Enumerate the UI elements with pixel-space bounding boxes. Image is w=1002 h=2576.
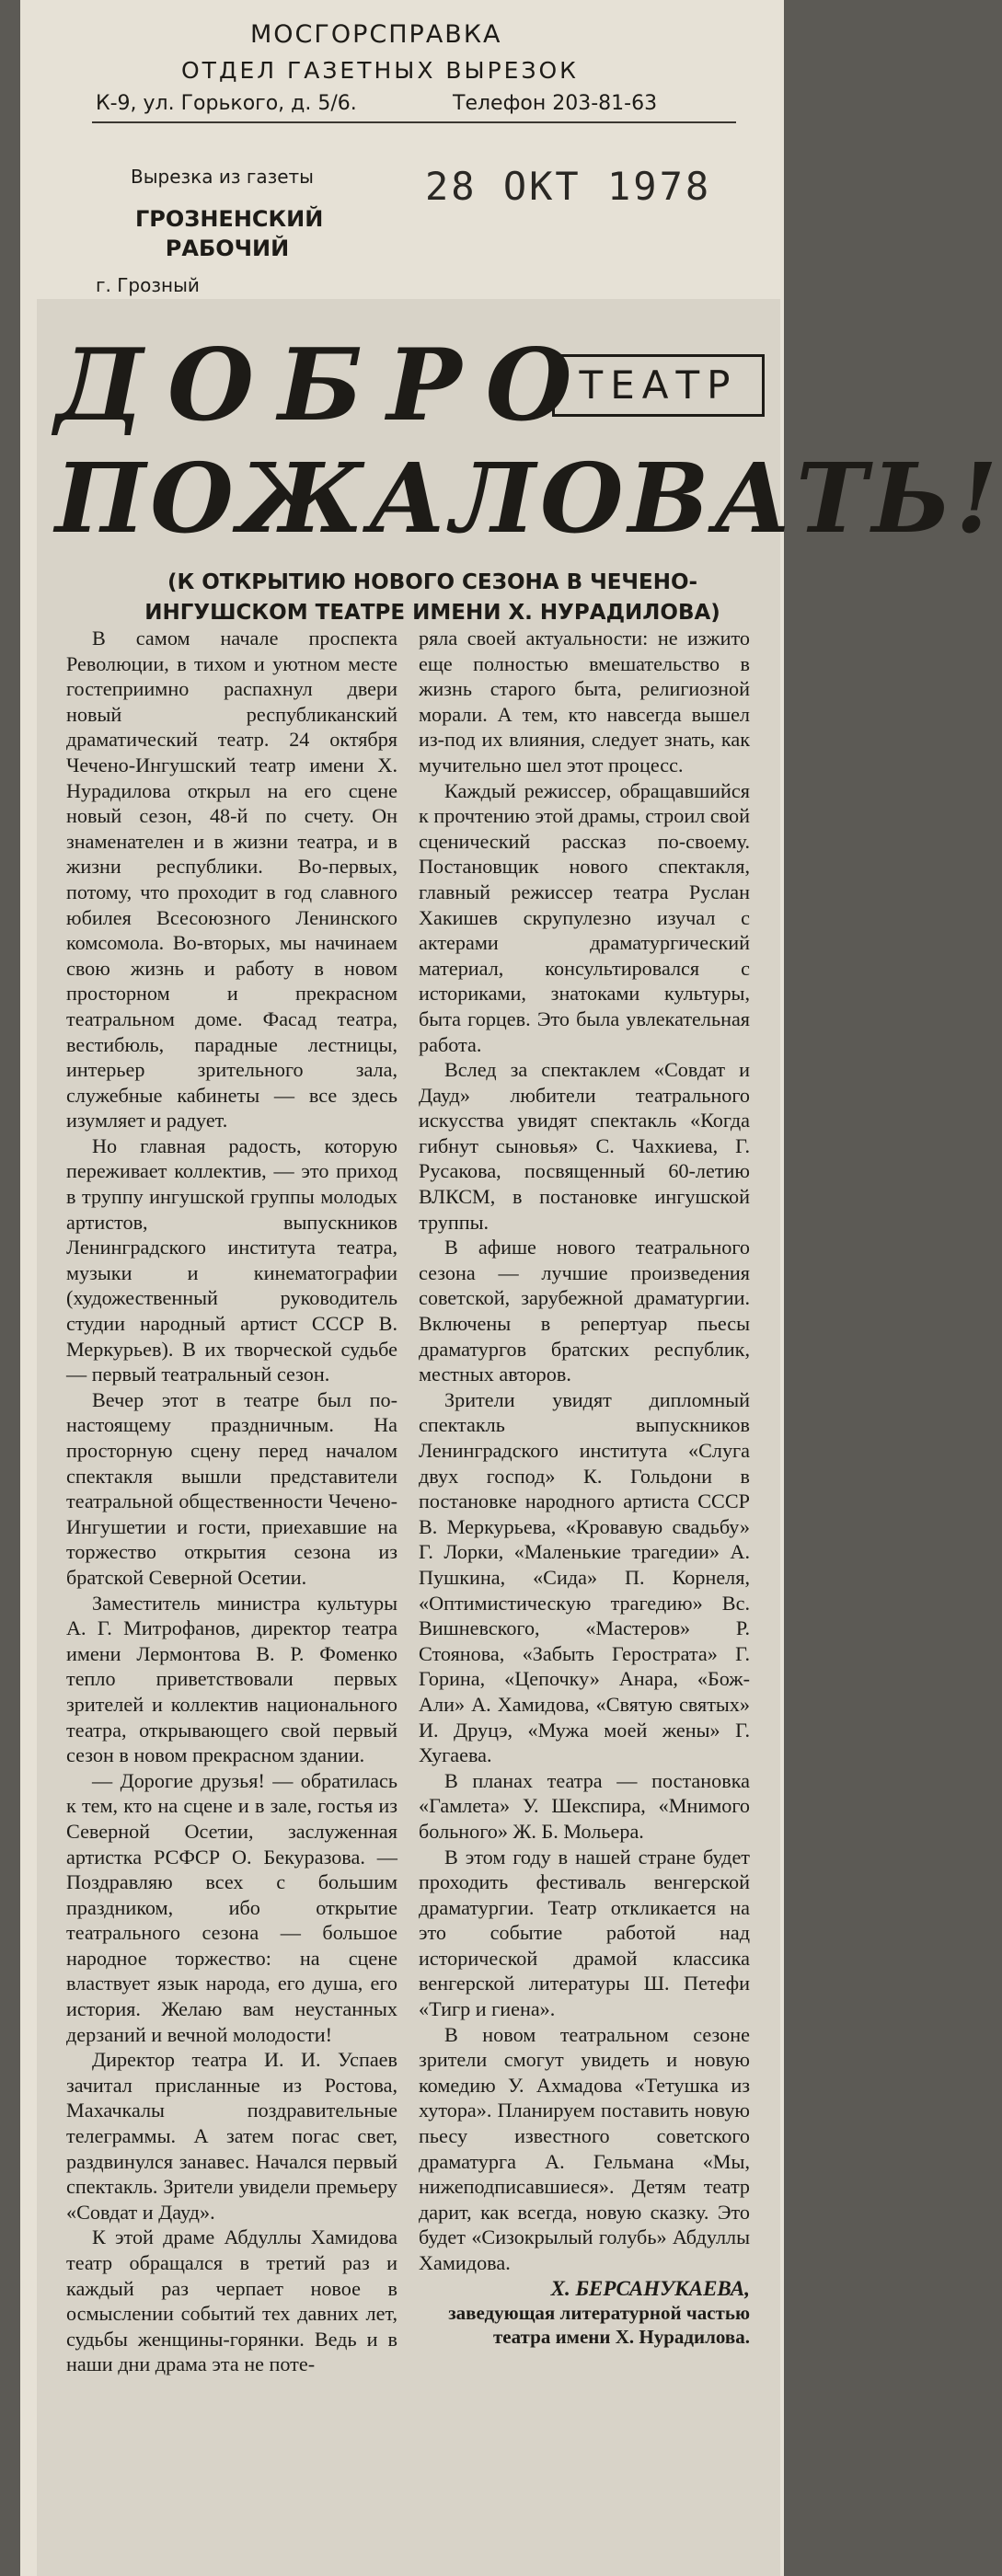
clipping-label: Вырезка из газеты <box>131 166 314 188</box>
paragraph: В новом театральном сезоне зрители смогут увидеть и новую комедию У. Ахмадова «Тетушка из хутора». Планируем поставить новую пьесу известного советского драматурга А. Гельмана «Мы, нижеподписавшиеся». Детям театр дарит, как всегда, новую сказку. Это будет «Сизокрылый голубь» Абдуллы Хамидова. <box>419 2022 750 2274</box>
paragraph: Директор театра И. И. Успаев зачитал присланные из Ростова, Махачкалы поздравительные телеграммы. А затем погас свет, раздвинулся занавес. Начался первый спектакль. Зрители увидели премьеру «Совдат и Дауд». <box>66 2048 397 2224</box>
paragraph: В этом году в нашей стране будет проходить фестиваль венгерской драматургии. Театр откликается на это событие работой над исторической драмой классика венгерской литературы Ш. Петефи «Тигр и гиена». <box>419 1845 750 2021</box>
author-role: заведующая литературной частью театра имени Х. Нурадилова. <box>448 2302 750 2349</box>
subheading: (К ОТКРЫТИЮ НОВОГО СЕЗОНА В ЧЕЧЕНО-ИНГУШСКОМ ТЕАТРЕ ИМЕНИ Х. НУРАДИЛОВА) <box>144 570 720 625</box>
agency-name: МОСГОРСПРАВКА <box>250 20 502 49</box>
agency-phone: Телефон 203-81-63 <box>453 92 658 115</box>
newspaper-city: г. Грозный <box>96 274 200 296</box>
paragraph: ряла своей актуальности: не изжито еще полностью вмешательство в жизнь старого быта, религиозной морали. А тем, кто навсегда вышел из-под их влияния, следует знать, как мучительно шел этот процесс. <box>419 627 750 776</box>
paragraph: Но главная радость, которую переживает коллектив, — это приход в труппу ингушской группы молодых артистов, выпускников Ленинградского института театра, музыки и кинематографии (художественный руководитель студии народный артист СССР В. Меркурьев). В их творческой судьбе — первый театральный сезон. <box>66 1133 397 1386</box>
newspaper-name: ГРОЗНЕНСКИЙ РАБОЧИЙ <box>135 206 324 261</box>
header-divider <box>92 121 736 123</box>
article-column-right <box>419 626 750 2349</box>
clipping-sheet <box>20 0 1002 2576</box>
paragraph: В планах театра — постановка «Гамлета» У. Шекспира, «Мнимого больного» Ж. Б. Мольера. <box>419 1768 750 1843</box>
agency-header <box>20 0 784 304</box>
article-column-left <box>66 626 397 2377</box>
paragraph: Заместитель министра культуры А. Г. Митрофанов, директор театра имени Лермонтова В. Р. Фоменко тепло приветствовали первых зрителей и коллектив национального театра, открывающего свой первый сезон в новом прекрасном здании. <box>66 1591 397 1767</box>
rubric-box: ТЕАТР <box>552 354 765 417</box>
headline-line-2: ПОЖАЛОВАТЬ! <box>55 442 1002 555</box>
newspaper-clipping <box>37 299 1002 2576</box>
headline-line-1: ДОБРО <box>55 328 596 443</box>
paragraph: Вечер этот в театре был по-настоящему праздничным. На просторную сцену перед началом спектакля вышли представители театральной общественности Чечено-Ингушетии и гости, приехавшие на торжество открытия сезона из братской Северной Осетии. <box>66 1387 397 1589</box>
paragraph: В афише нового театрального сезона — лучшие произведения советской, зарубежной драматургии. Включены в репертуар пьесы драматургов братских республик, местных авторов. <box>419 1236 750 1386</box>
agency-address: К-9, ул. Горького, д. 5/6. <box>96 92 357 115</box>
paragraph: Вслед за спектаклем «Совдат и Дауд» любители театрального искусства увидят спектакль «Когда гибнут сыновья» С. Чахкиева, Г. Русакова, посвященный 60-летию ВЛКСМ, в постановке ингушской труппы. <box>419 1058 750 1234</box>
department-name: ОТДЕЛ ГАЗЕТНЫХ ВЫРЕЗОК <box>181 57 579 84</box>
paragraph: — Дорогие друзья! — обратилась к тем, кто на сцене и в зале, гостья из Северной Осетии, заслуженная артистка РСФСР О. Бекуразова. — Поздравляю всех с большим праздником, ибо открытие театрального сезона — большое народное торжество: на сцене властвует язык народа, его душа, его история. Желаю вам неустанных дерзаний и вечной молодости! <box>66 1768 397 2046</box>
paragraph: Каждый режиссер, обращавшийся к прочтению этой драмы, строил свой сценический рассказ по-своему. Постановщик нового спектакля, главный режиссер театра Руслан Хакишев скрупулезно изучал с актерами драматургический материал, консультировался с историками, знатоками культуры, быта горцев. Это была увлекательная работа. <box>419 778 750 1056</box>
paragraph: Зрители увидят дипломный спектакль выпускников Ленинградского института «Слуга двух господ» К. Гольдони в постановке народного артиста СССР В. Меркурьева, «Кровавую свадьбу» Г. Лорки, «Маленькие трагедии» А. Пушкина, «Сида» П. Корнеля, «Оптимистическую трагедию» Вс. Вишневского, «Мастеров» Р. Стоянова, «Забыть Герострата» Г. Горина, «Цепочку» Анара, «Бож-Али» А. Хамидова, «Святую святых» И. Друцэ, «Мужа моей жены» Г. Хугаева. <box>419 1387 750 1767</box>
paragraph: К этой драме Абдуллы Хамидова театр обращался в третий раз и каждый раз черпает новое в осмыслении событий тех давних лет, судьбы женщины-горянки. Ведь и в наши дни драма эта не поте- <box>66 2225 397 2376</box>
author-name: Х. БЕРСАНУКАЕВА, <box>550 2276 750 2300</box>
date-stamp: 28 ОКТ 1978 <box>425 164 712 209</box>
paragraph: В самом начале проспекта Революции, в тихом и уютном месте гостеприимно распахнул двери новый республиканский драматический театр. 24 октября Чечено-Ингушский театр имени Х. Нурадилова открыл на его сцене новый сезон, 48-й по счету. Он знаменателен и в жизни театра, и в жизни республики. Во-первых, потому, что проходит в год славного юбилея Всесоюзного Ленинского комсомола. Во-вторых, мы начинаем свою жизнь и работу в новом просторном и прекрасном театральном доме. Фасад театра, вестибюль, парадные лестницы, интерьер зрительного зала, служебные кабинеты — все здесь изумляет и радует. <box>66 627 397 1133</box>
